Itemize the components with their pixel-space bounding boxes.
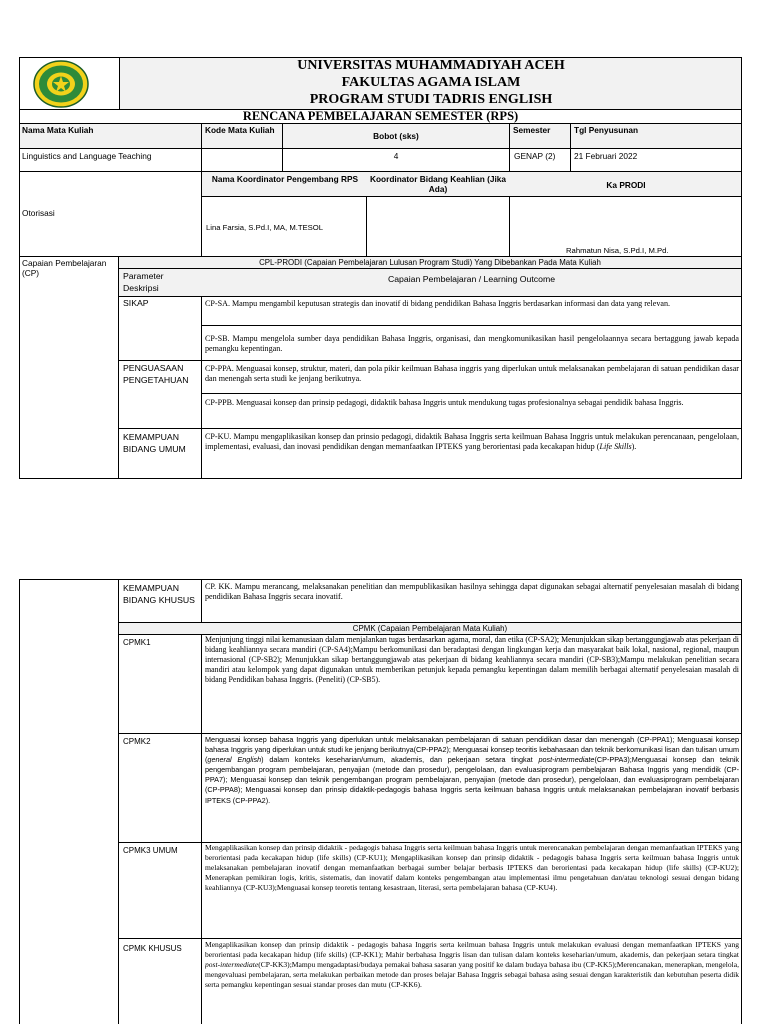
label-cpmk1: CPMK1 <box>123 638 151 647</box>
cp-sb: CP-SB. Mampu mengelola sumber daya pendidikan Bahasa Inggris, organisasi, dan mengkomunikasikan hasil pengelolaannya secara bertaggung jawab kepada pemangku kepentingan. <box>205 334 739 354</box>
cpmk-khusus-text <box>205 940 739 1024</box>
university-name: UNIVERSITAS MUHAMMADIYAH ACEH <box>297 58 565 73</box>
course-semester: GENAP (2) <box>514 151 556 161</box>
label-penguasaan: PENGUASAAN PENGETAHUAN <box>123 363 189 385</box>
label-parameter: Parameter Deskripsi <box>123 271 164 293</box>
cp-ku-end: ). <box>631 442 637 452</box>
cpmk2-text-a: Menguasai konsep bahasa Inggris yang diperlukan untuk melaksanakan pembelajaran di satuan pendidikan dasar dan menengah (CP-PPA1); Menguasai konsep bahasa Inggris yang diperlukan untuk studi ke jenjang berikutnya(CP-PPA2); Menguasai konsep teoritis kebahasaan dan teknik berkomunikasi lisan dan tulisan umum ( <box>205 735 739 765</box>
label-course-name: Nama Mata Kuliah <box>22 125 94 135</box>
cp-ku <box>205 432 739 453</box>
cpmk-khusus-italic: post-intermediate <box>205 960 259 970</box>
cp-ppb: CP-PPB. Menguasai konsep dan prinsip pedagogi, didaktik bahasa Inggris untuk mendukung tugas profesionalnya sebagai pendidik bahasa Inggris. <box>205 398 684 407</box>
label-kemampuan-khusus: KEMAMPUAN BIDANG KHUSUS <box>123 583 195 605</box>
label-cpmk3: CPMK3 UMUM <box>123 846 178 855</box>
label-kemampuan-umum: KEMAMPUAN BIDANG UMUM <box>123 432 186 454</box>
cp-ku-italic: Life Skills <box>599 442 632 452</box>
university-logo-icon <box>33 60 89 108</box>
cpmk-title: CPMK (Capaian Pembelajaran Mata Kuliah) <box>352 624 508 633</box>
label-cp: Capaian Pembelajaran (CP) <box>22 258 107 279</box>
label-semester: Semester <box>513 125 551 135</box>
label-date: Tgl Penyusunan <box>574 125 639 135</box>
cpmk-khusus-text-b: (CP-KK3);Mampu mengadaptasi/budaya pemakai bahasa sasaran yang positif ke dalam budaya bahasa ibu (CP-KK5);Merencanakan, menerapkan, mengelola, mengevaluasi pembelajaran, serta melakukan perbaikan metode dan proses belajar Bahasa Inggris sebagai bahasa asing sesuai dengan karakteristik dan kebutuhan peserta didik serta pemangku kepentingan sesuai standar proses dan mutu (CP-KK6). <box>205 960 739 990</box>
label-course-code: Kode Mata Kuliah <box>205 125 275 135</box>
cpmk2-italic-2: post-intermediate <box>538 755 595 765</box>
koordinator-name: Lina Farsia, S.Pd.I, MA, M.TESOL <box>206 223 324 232</box>
cp-ppa: CP-PPA. Menguasai konsep, struktur, materi, dan pola pikir keilmuan Bahasa inggris yang diperlukan untuk melaksanakan pembelajaran di satuan pendidikan dasar dan menengah serta studi ke jenjang berikutnya. <box>205 364 739 384</box>
cp-kk: CP. KK. Mampu merancang, melaksanakan penelitian dan mempublikasikan hasilnya sehingga dapat digunakan sebagai alternatif penyelesaian masalah di bidang pendidikan Bahasa Inggris secara inovatif. <box>205 582 739 602</box>
kaprodi-name: Rahmatun Nisa, S.Pd.I, M.Pd. <box>566 246 669 255</box>
cpmk1-text: Menjunjung tinggi nilai kemanusiaan dalam menjalankan tugas berdasarkan agama, moral, dan etika (CP-SA2); Menunjukkan sikap bertanggungjawab atas pekerjaan di bidang keahliannya secara mandiri (CP-SA4);Mampu berkomunikasi dan beradaptasi dengan lingkungan kerja dan masyarakat baik lokal, nasional, regional, maupun internasional (CP-SB2); Menunjukkan sikap bertanggungjawab atas pekerjaan di bidang keahliannya secara mandiri (CP-SB3);Mampu melakukan penelitian secara mandiri atau kelompok yang dapat digunakan untuk memberikan petunjuk kepada pemangku kepentingan dalam memilih berbagai alternatif penyelesaian masalah di bidang Pendidikan bahasa Inggris. (Peneliti) (CP-SB5). <box>205 635 739 685</box>
label-outcome: Capaian Pembelajaran / Learning Outcome <box>387 274 556 284</box>
label-cpmk-khusus: CPMK KHUSUS <box>123 944 182 953</box>
rps-title: RENCANA PEMBELAJARAN SEMESTER (RPS) <box>242 109 519 123</box>
program-name: PROGRAM STUDI TADRIS ENGLISH <box>309 92 553 107</box>
cpmk-khusus-text-a: Mengaplikasikan konsep dan prinsip didaktik - pedagogis bahasa Inggris serta keilmuan bahasa Inggris untuk melakukan evaluasi dengan memanfaatkan IPTEKS yang berorientasi pada kecakapan hidup (life skills) (CP-KK1); Mahir berbahasa Inggris lisan dan tulisan dalam konteks keseharian/umum, akademis, dan pekerjaan setara tingkat <box>205 940 739 960</box>
label-koordinator: Nama Koordinator Pengembang RPS <box>211 174 359 184</box>
cpmk2-italic-1: general English <box>207 755 262 765</box>
cpmk2-text <box>205 735 739 806</box>
cpl-prodi-title: CPL-PRODI (Capaian Pembelajaran Lulusan Program Studi) Yang Dibebankan Pada Mata Kuliah <box>259 258 601 267</box>
label-kaprodi: Ka PRODI <box>606 180 646 190</box>
cpmk2-text-c: (CP-PPA3);Menguasai konsep dan teknik pengembangan program pembelajaran, penyajian (metode dan prosedur), pengelolaan, dan evaluasiprogram pembelajaran Bahasa Inggris yang mendidik (CP-PPA7); Menguasai konsep dan teknik pengembangan program pembelajaran, penyajian (metode dan prosedur), pengelolaan, dan evaluasiprogram pembelajaran (CP-PPA8); Menguasai konsep dan prinsip didaktik-pedagogis bahasa Inggris serta keilmuan bahasa Inggris untuk melaksanakan pembelajaran inovatif berbasis IPTEKS (CP-PPA2). <box>205 755 739 805</box>
cp-ku-text: CP-KU. Mampu mengaplikasikan konsep dan prinsio pedagogi, didaktik Bahasa Inggris serta keilmuan Bahasa Inggris untuk melakukan perencanaan, pengelolaan, implementasi, evaluasi, dan inovasi pendidikan dengan memanfaatkan IPTEKS yang berorientasi pada kecakapan hidup ( <box>205 432 739 452</box>
faculty-name: FAKULTAS AGAMA ISLAM <box>341 75 521 90</box>
label-cpmk2: CPMK2 <box>123 737 151 746</box>
university-logo <box>33 60 89 108</box>
label-credit: Bobot (sks) <box>373 131 419 141</box>
label-koordinator-bidang: Koordinator Bidang Keahlian (Jika Ada) <box>370 174 506 195</box>
cp-sa: CP-SA. Mampu mengambil keputusan strategis dan inovatif di bidang pendidikan Bahasa Inggris berdasarkan informasi dan data yang relevan. <box>205 299 671 308</box>
course-credit: 4 <box>393 151 399 161</box>
cpmk3-text: Mengaplikasikan konsep dan prinsip didaktik - pedagogis bahasa Inggris serta keilmuan bahasa Inggris untuk merencanakan pembelajaran dengan memanfaatkan IPTEKS yang berorientasi pada kecakapan hidup (life skills) (CP-KU1); Mengaplikasikan konsep dan prinsip didaktik - pedagogis bahasa Inggris serta keilmuan bahasa Inggris untuk melaksanakan pembelajaran inovatif dengan memanfaatkan berbagai sumber belajar berbasis IPTEKS dan berorientasi pada kecakapan hidup (life skills) (CP-KU2); Menerapkan pemikiran logis, kritis, sistematis, dan inovatif dalam konteks pengembangan atau implementasi ilmu pengetahuan dan/atau teknologi sesuai dengan bidang keahliannya (CP-KU3);Menguasai konsep teoretis tentang kesastraan, literasi, serta pembelajaran bahasa (CP-KU4). <box>205 843 739 893</box>
course-date: 21 Februari 2022 <box>574 151 638 161</box>
label-sikap: SIKAP <box>123 298 149 308</box>
label-otorisasi: Otorisasi <box>22 208 55 218</box>
course-name: Linguistics and Language Teaching <box>22 151 152 161</box>
cpmk2-text-b: ) dalam konteks keseharian/umum, akademis, dan pekerjaan setara tingkat <box>261 755 539 765</box>
